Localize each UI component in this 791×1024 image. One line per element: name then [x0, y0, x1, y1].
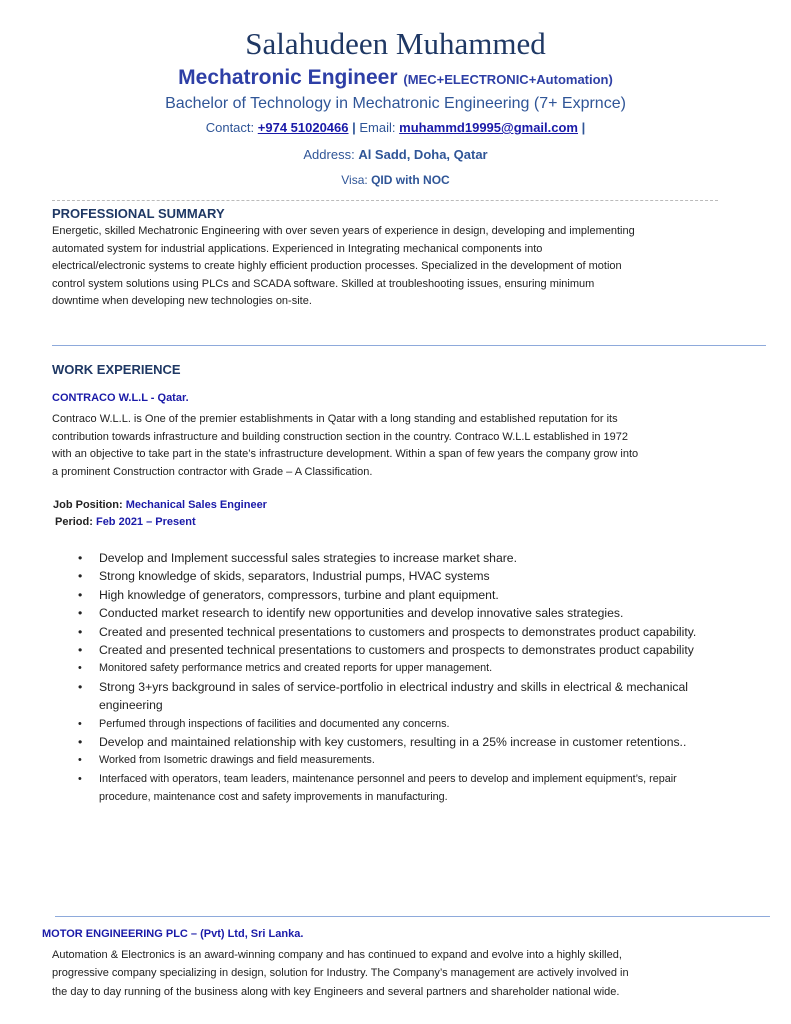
responsibilities-list	[78, 549, 718, 807]
job-period	[55, 516, 196, 528]
bullet-icon: •	[78, 624, 83, 639]
responsibility-text: Created and presented technical presentations to customers and prospects to demonstrates product capability	[99, 643, 694, 658]
responsibility-text: Develop and maintained relationship with key customers, resulting in a 25% increase in customer retentions..	[99, 735, 687, 750]
responsibility-item	[78, 659, 718, 677]
bullet-icon: •	[78, 772, 82, 785]
company-name: CONTRACO W.L.L - Qatar.	[52, 392, 189, 404]
responsibility-text: Strong knowledge of skids, separators, Industrial pumps, HVAC systems	[99, 569, 490, 584]
phone-link[interactable]: +974 51020466	[257, 120, 349, 135]
responsibility-text: Develop and Implement successful sales strategies to increase market share.	[99, 551, 517, 565]
separator: |	[352, 120, 356, 135]
experience-heading: WORK EXPERIENCE	[52, 362, 181, 377]
separator: |	[581, 120, 586, 135]
summary-heading: PROFESSIONAL SUMMARY	[52, 206, 225, 221]
visa-label: Visa:	[341, 173, 368, 187]
address-line	[0, 147, 791, 162]
bullet-icon: •	[78, 551, 83, 565]
responsibility-item	[78, 715, 718, 733]
bullet-icon: •	[78, 754, 82, 767]
responsibility-text: Interfaced with operators, team leaders, maintenance personnel and peers to develop and implement equipment’s, repair procedure, maintenance cost and safety improvements in manufacturing.	[99, 772, 677, 804]
company-description	[52, 946, 716, 1001]
bullet-icon: •	[78, 606, 83, 621]
responsibility-text: Perfumed through inspections of facilities and documented any concerns.	[99, 717, 450, 730]
responsibility-text: High knowledge of generators, compressors, turbine and plant equipment.	[99, 587, 499, 602]
description-line: the day to day running of the business along with key Engineers and several partners and shareholder national wide.	[52, 985, 620, 998]
summary-line: downtime when developing new technologies on-site.	[52, 295, 312, 307]
address-value: Al Sadd, Doha, Qatar	[358, 147, 488, 162]
description-line: Automation & Electronics is an award-winning company and has continued to expand and evolve into a highly skilled,	[52, 949, 622, 961]
responsibility-item	[78, 733, 718, 751]
responsibility-item	[78, 549, 718, 567]
candidate-name: Salahudeen Muhammed	[245, 26, 546, 61]
visa-value: QID with NOC	[371, 173, 450, 187]
responsibility-item	[78, 586, 718, 604]
job-position-label: Job Position:	[53, 499, 123, 511]
email-label: Email:	[359, 120, 396, 135]
job-title-main: Mechatronic Engineer	[178, 66, 398, 89]
bullet-icon: •	[78, 643, 83, 658]
bullet-icon: •	[78, 587, 83, 602]
responsibility-item	[78, 604, 718, 622]
divider	[52, 200, 718, 201]
description-line: with an objective to take part in the state’s infrastructure development. Within a span of few years the company grow into	[52, 448, 639, 460]
responsibility-item	[78, 641, 718, 659]
description-line: Contraco W.L.L. is One of the premier establishments in Qatar with a long standing and established reputation for its	[52, 413, 618, 425]
responsibility-text: Created and presented technical presentations to customers and prospects to demonstrates product capability.	[99, 624, 697, 639]
responsibility-item	[78, 678, 718, 715]
job-position	[53, 499, 267, 511]
section-rule	[55, 916, 770, 917]
company-name: MOTOR ENGINEERING PLC – (Pvt) Ltd, Sri Lanka.	[42, 928, 304, 940]
responsibility-text: Conducted market research to identify new opportunities and develop innovative sales strategies.	[99, 606, 624, 621]
responsibility-item	[78, 751, 718, 769]
bullet-icon: •	[78, 679, 83, 694]
address-label: Address:	[303, 147, 355, 162]
responsibility-text: Monitored safety performance metrics and created reports for upper management.	[99, 662, 493, 675]
bullet-icon: •	[78, 662, 82, 675]
responsibility-item	[78, 770, 718, 807]
summary-text	[52, 223, 718, 311]
job-period-value: Feb 2021 – Present	[95, 516, 196, 528]
bullet-icon: •	[78, 735, 83, 750]
job-title	[0, 66, 791, 90]
responsibility-text: Worked from Isometric drawings and field measurements.	[99, 754, 375, 767]
visa-line	[0, 173, 791, 187]
responsibility-item	[78, 623, 718, 641]
bullet-icon: •	[78, 717, 82, 730]
email-link[interactable]: muhammd19995@gmail.com	[399, 120, 578, 135]
bullet-icon: •	[78, 569, 83, 584]
job-period-label: Period:	[55, 516, 93, 528]
job-position-value: Mechanical Sales Engineer	[125, 499, 267, 511]
description-line: contribution towards infrastructure and building construction section in the country. Contraco W.L.L established in 1972	[52, 430, 628, 443]
job-title-sub: (MEC+ELECTRONIC+Automation)	[403, 72, 613, 87]
summary-line: control system solutions using PLCs and SCADA software. Skilled at troubleshooting issues, ensuring minimum	[52, 277, 595, 290]
responsibility-item	[78, 567, 718, 585]
degree: Bachelor of Technology in Mechatronic Engineering (7+ Exprnce)	[165, 95, 626, 112]
section-rule	[52, 345, 766, 346]
summary-line: automated system for industrial applications. Experienced in Integrating mechanical components into	[52, 242, 543, 255]
summary-line: Energetic, skilled Mechatronic Engineering with over seven years of experience in design, developing and implementing	[52, 225, 635, 237]
responsibility-text: Strong 3+yrs background in sales of service-portfolio in electrical industry and skills in electrical & mechanical engineering	[99, 679, 688, 713]
description-line: progressive company specializing in design, solution for Industry. The Company’s management are actively involved in	[52, 967, 629, 980]
contact-line	[0, 120, 791, 135]
description-line: a prominent Construction contractor with Grade – A Classification.	[52, 465, 373, 478]
contact-label: Contact:	[205, 120, 255, 135]
summary-line: electrical/electronic systems to create highly efficient production processes. Specialized in the development of motion	[52, 260, 622, 272]
company-description	[52, 411, 718, 481]
